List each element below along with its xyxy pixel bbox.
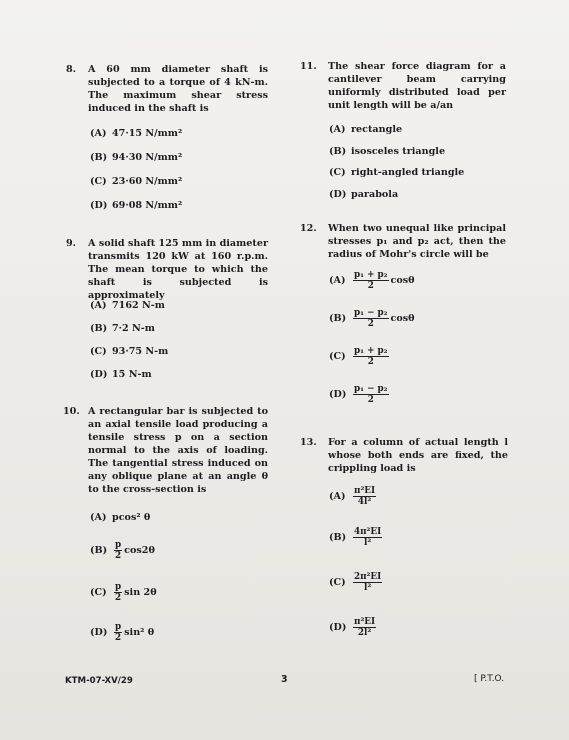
option-b: (B) 94·30 N/mm² (90, 152, 183, 163)
option-c: (C) $\frac{p}{2}$ sin 2θ (90, 582, 157, 603)
option-a: (A) 7162 N-m (90, 300, 165, 311)
option-d: (D) 69·08 N/mm² (90, 200, 183, 211)
question-12 (300, 222, 508, 266)
question-text: A rectangular bar is subjected to an axial tensile load producing a tensile stress p on a section normal to the axis of loading. The tangential stress induced on any oblique plane at an angle θ to the cross-section is (88, 406, 268, 495)
question-text: A solid shaft 125 mm in diameter transmits 120 kW at 160 r.p.m. The mean torque to which the shaft is subjected is approximately (88, 238, 268, 301)
option-b: (B) $\frac{\text{4π²EI}}{\text{l²}}$ (329, 527, 382, 548)
option-c: (C) $\frac{\text{2π²EI}}{\text{l²}}$ (329, 572, 382, 593)
question-number: 11. (300, 61, 317, 72)
question-9 (66, 237, 274, 301)
question-text: The shear force diagram for a cantilever beam carrying uniformly distributed load per unit length will be a/an (328, 61, 506, 111)
question-number: 10. (63, 406, 80, 417)
option-c: (C) 93·75 N-m (90, 346, 169, 357)
option-b: (B) $\frac{p}{2}$ cos2θ (90, 540, 155, 561)
question-text: A 60 mm diameter shaft is subjected to a torque of 4 kN-m. The maximum shear stress induced in the shaft is (88, 64, 268, 114)
option-c: (C) right-angled triangle (329, 167, 465, 178)
option-d: (D) $\frac{p}{2}$ sin² θ (90, 622, 155, 643)
option-b: (B) 7·2 N-m (90, 323, 155, 334)
question-number: 12. (300, 223, 317, 234)
option-a: (A) $\frac{\text{π²EI}}{\text{4l²}}$ (329, 486, 376, 507)
question-8 (66, 63, 274, 123)
option-a: (A) $\frac{\text{p₁ + p₂}}{2}$ cosθ (329, 270, 415, 291)
question-text: For a column of actual length l whose both ends are fixed, the crippling load is (328, 437, 508, 474)
option-c: (C) 23·60 N/mm² (90, 176, 183, 187)
question-10 (63, 405, 275, 500)
option-d: (D) $\frac{\text{π²EI}}{\text{2l²}}$ (329, 617, 376, 638)
option-c: (C) $\frac{\text{p₁ + p₂}}{2}$ (329, 346, 388, 367)
question-number: 9. (66, 238, 77, 249)
option-b: (B) $\frac{\text{p₁ − p₂}}{2}$ cosθ (329, 308, 415, 329)
question-13 (300, 436, 510, 480)
option-d: (D) parabola (329, 189, 399, 200)
option-a: (A) rectangle (329, 124, 403, 135)
question-text: When two unequal like principal stresses p₁ and p₂ act, then the radius of Mohr's circle will be (328, 223, 506, 260)
question-number: 8. (66, 64, 77, 75)
option-a: (A) 47·15 N/mm² (90, 128, 183, 139)
option-a: (A) pcos² θ (90, 512, 151, 523)
option-b: (B) isosceles triangle (329, 146, 446, 157)
question-11 (300, 60, 508, 120)
question-number: 13. (300, 437, 317, 448)
pto-label: [ P.T.O. (474, 674, 505, 684)
option-d: (D) $\frac{\text{p₁ − p₂}}{2}$ (329, 384, 388, 405)
page-number: 3 (281, 674, 288, 685)
option-d: (D) 15 N-m (90, 369, 152, 380)
exam-code: KTM-07-XV/29 (65, 676, 133, 686)
